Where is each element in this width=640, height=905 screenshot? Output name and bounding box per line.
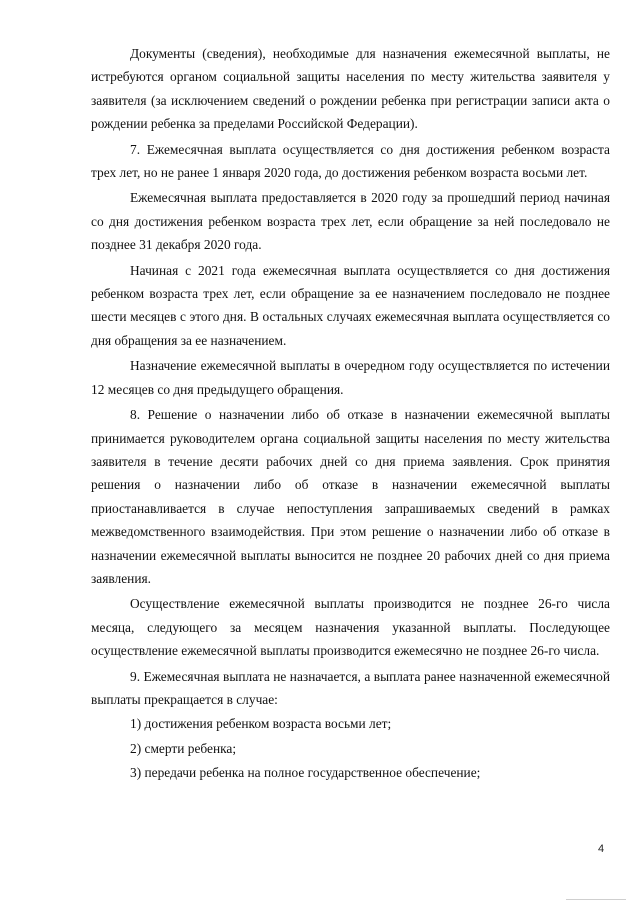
paragraph-documents: Документы (сведения), необходимые для назначения ежемесячной выплаты, не истребуются органом социальной защиты населения по месту жительства заявителя у заявителя (за исключением сведений о рождении ребенка при регистрации записи акта о рождении ребенка за пределами Российской Федерации).	[91, 46, 610, 132]
paragraph-next-year: Назначение ежемесячной выплаты в очередном году осуществляется по истечении 12 месяцев со дня предыдущего обращения.	[91, 358, 610, 397]
paragraph-8: 8. Решение о назначении либо об отказе в назначении ежемесячной выплаты принимается руководителем органа социальной защиты населения по месту жительства заявителя в течение десяти рабочих дней со дня приема заявления. Срок принятия решения о назначении либо об отказе в назначении ежемесячной выплаты приостанавливается в случае непоступления запрашиваемых сведений в рамках межведомственного взаимодействия. При этом решение о назначении либо об отказе в назначении ежемесячной выплаты выносится не позднее 20 рабочих дней со дня приема заявления.	[91, 407, 610, 586]
list-item-1: 1) достижения ребенком возраста восьми лет;	[130, 716, 392, 732]
paragraph-2021: Начиная с 2021 года ежемесячная выплата осуществляется со дня достижения ребенком возраста трех лет, если обращение за ее назначением последовало не позднее шести месяцев с этого дня. В остальных случаях ежемесячная выплата осуществляется со дня обращения за ее назначением.	[91, 262, 610, 348]
list-item-3: 3) передачи ребенка на полное государственное обеспечение;	[130, 765, 481, 781]
paragraph-payment-date: Осуществление ежемесячной выплаты производится не позднее 26-го числа месяца, следующего за месяцем назначения указанной выплаты. Последующее осуществление ежемесячной выплаты производится ежемесячно не позднее 26-го числа.	[91, 596, 610, 659]
page-number: 4	[598, 843, 605, 855]
paragraph-9: 9. Ежемесячная выплата не назначается, а выплата ранее назначенной ежемесячной выплаты прекращается в случае:	[91, 668, 610, 707]
paragraph-7: 7. Ежемесячная выплата осуществляется со дня достижения ребенком возраста трех лет, но не ранее 1 января 2020 года, до достижения ребенком возраста восьми лет.	[91, 141, 610, 181]
document-body	[91, 42, 610, 785]
paragraph-2020-period: Ежемесячная выплата предоставляется в 2020 году за прошедший период начиная со дня достижения ребенком возраста трех лет, если обращение за ней последовало не позднее 31 декабря 2020 года.	[91, 190, 610, 253]
scan-edge-mark	[566, 899, 626, 900]
list-item-2: 2) смерти ребенка;	[130, 740, 237, 756]
